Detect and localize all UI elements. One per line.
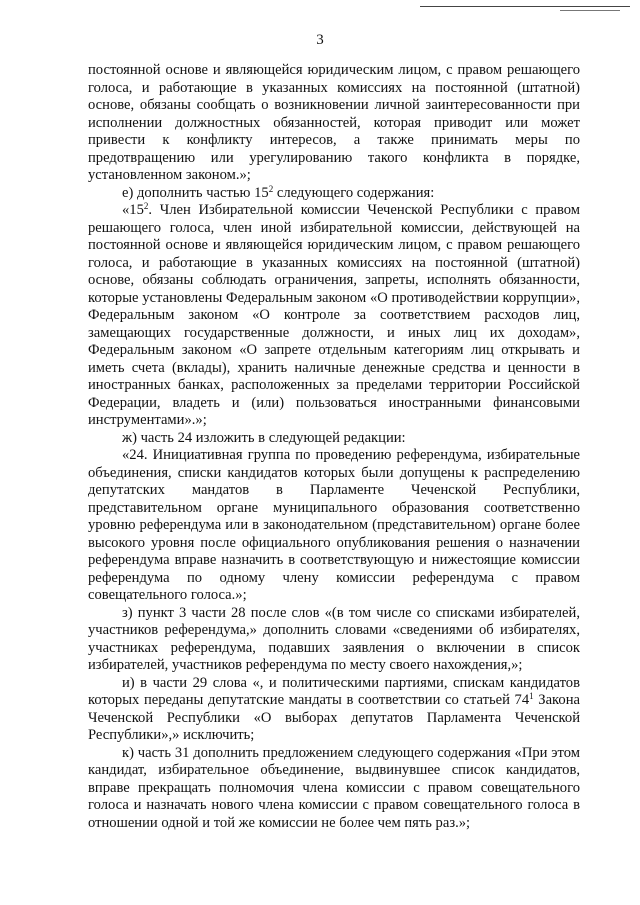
paragraph-text-after: . Член Избирательной комиссии Чеченской Республики с правом решающего голоса, член иной избирательной комиссии, действующей на постоянной основе и являющейся юридическим лицом, с правом решающего голоса, и работающие в указанных комиссиях на постоянной (штатной) основе, обязаны соблюдать ограничения, запреты, исполнять обязанности, которые установлены Федеральным законом «О противодействии коррупции», Федеральным законом «О контроле за соответствием расходов лиц, замещающих государственные должности, и иных лиц их доходам», Федеральным законом «О запрете отдельным категориям лиц открывать и иметь счета (вклады), хранить наличные денежные средства и ценности в иностранных банках, расположенных за пределами территории Российской Федерации, владеть и (или) пользоваться иностранными финансовыми инструментами».»; xyxy=(88,202,580,428)
superscript: 2 xyxy=(268,183,274,194)
paragraph-text-before: «15 xyxy=(122,202,144,218)
paragraph-text: постоянной основе и являющейся юридическим лицом, с правом решающего голоса, и работающие в указанных комиссиях на постоянной (штатной) основе, обязаны сообщать о возникновении личной заинтересованности при исполнении должностных обязанностей, которая приводит или может привести к конфликту интересов, а также принимать меры по предотвращению или урегулированию такого конфликта в порядке, установленном законом.»; xyxy=(88,62,580,183)
superscript: 2 xyxy=(143,201,149,211)
paragraph-item-e xyxy=(88,185,580,203)
page-number: 3 xyxy=(316,32,324,48)
paragraph-text: «24. Инициативная группа по проведению референдума, избирательные объединения, списки кандидатов которых были допущены к распределению депутатских мандатов в Парламенте Чеченской Республики, представительном органе муниципального образования соответственно уровню референдума или в законодательном (представительном) органе более высокого уровня после официального опубликования решения о назначении референдума вправе назначить в соответствующую и нижестоящие комиссии референдума по одному члену комиссии референдума с правом совещательного голоса.»; xyxy=(88,447,580,603)
paragraph-text-after: следующего содержания: xyxy=(273,184,435,201)
header-rule xyxy=(420,6,630,7)
paragraph-text-before: е) дополнить частью 15 xyxy=(122,184,269,201)
document-body xyxy=(88,62,580,832)
paragraph-text: з) пункт 3 части 28 после слов «(в том числе со списками избирателей, участников референдума,» дополнить словами «сведениями об избирателях, участниках референдума, подавших заявления о включении в список избирателей, участников референдума по месту своего нахождения,»; xyxy=(88,604,580,673)
paragraph-item-i xyxy=(88,675,580,745)
paragraph-continuation xyxy=(88,62,580,185)
header-rule-short xyxy=(560,10,620,11)
paragraph-text-after: Закона Чеченской Республики «О выборах депутатов Парламента Чеченской Республики»,» исключить; xyxy=(88,692,580,743)
paragraph-text-before: и) в части 29 слова «, и политическими партиями, спискам кандидатов которых переданы депутатские мандаты в соответствии со статьей 74 xyxy=(88,674,580,708)
paragraph-part-15-2 xyxy=(88,202,580,430)
paragraph-item-k xyxy=(88,745,580,833)
paragraph-text: к) часть 31 дополнить предложением следующего содержания «При этом кандидат, избирательное объединение, выдвинувшее список кандидатов, вправе прекращать полномочия члена комиссии с правом совещательного голоса и назначать нового члена комиссии с правом совещательного голоса в отношении одной и той же комиссии не более чем пять раз.»; xyxy=(88,744,580,831)
paragraph-text: ж) часть 24 изложить в следующей редакции: xyxy=(122,429,406,446)
paragraph-part-24 xyxy=(88,447,580,605)
paragraph-item-zh xyxy=(88,430,580,448)
paragraph-item-z xyxy=(88,605,580,675)
superscript: 1 xyxy=(529,691,534,701)
